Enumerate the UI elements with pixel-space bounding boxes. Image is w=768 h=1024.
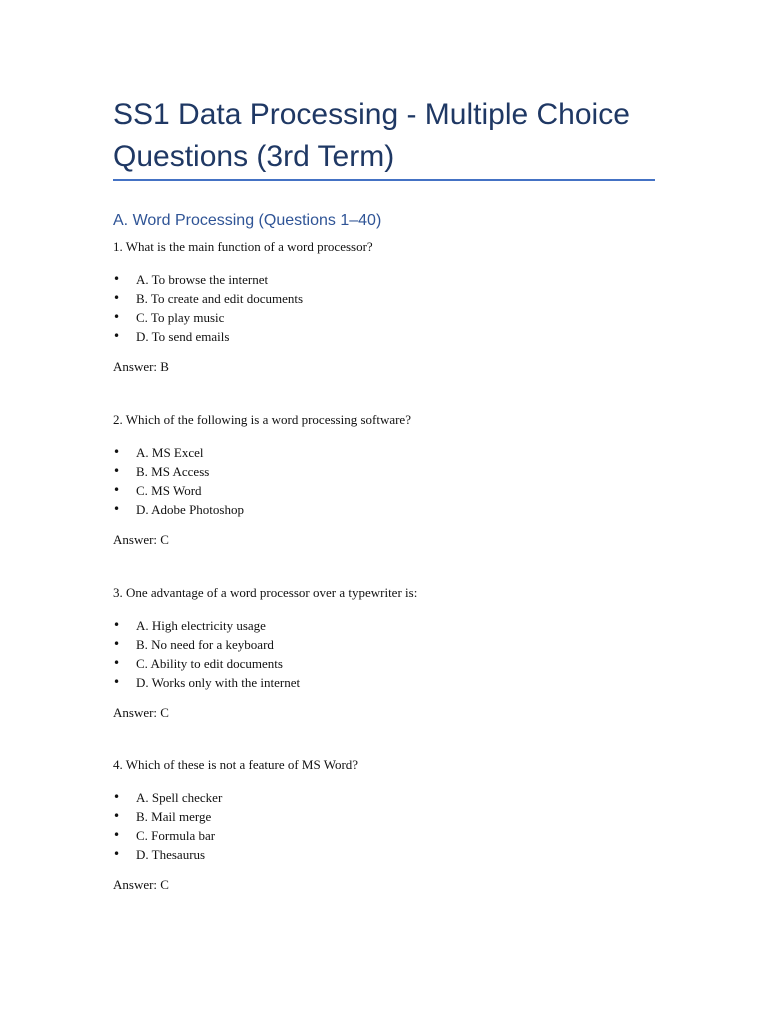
bullet-icon: • [113,329,121,343]
bullet-icon: • [113,445,121,459]
option-item [113,289,303,308]
option-label: A. MS Excel [136,445,204,460]
bullet-icon: • [113,272,121,286]
answer-text: Answer: C [113,877,169,892]
option-item [113,635,300,654]
option-label: D. Adobe Photoshop [136,502,244,517]
option-item [113,654,300,673]
option-item [113,462,244,481]
option-item [113,616,300,635]
bullet-icon: • [113,847,121,861]
bullet-icon: • [113,637,121,651]
option-item [113,826,222,845]
bullet-icon: • [113,828,121,842]
answer-text: Answer: C [113,532,169,547]
option-item [113,270,303,289]
question-text: 1. What is the main function of a word processor? [113,239,373,254]
section-heading: A. Word Processing (Questions 1–40) [113,212,382,229]
option-label: D. To send emails [136,329,230,344]
bullet-icon: • [113,675,121,689]
bullet-icon: • [113,809,121,823]
option-label: A. High electricity usage [136,618,266,633]
bullet-icon: • [113,618,121,632]
option-item [113,788,222,807]
bullet-icon: • [113,310,121,324]
option-item [113,500,244,519]
option-label: D. Thesaurus [136,847,206,862]
bullet-icon: • [113,790,121,804]
document-title: SS1 Data Processing - Multiple Choice Questions (3rd Term) [113,98,630,173]
option-label: B. To create and edit documents [136,291,304,306]
question-text: 4. Which of these is not a feature of MS Word? [113,757,359,772]
question-text: 2. Which of the following is a word processing software? [113,412,411,427]
option-item [113,308,303,327]
answer-text: Answer: B [113,359,169,374]
option-list [113,270,303,346]
option-item [113,807,222,826]
option-label: B. Mail merge [136,809,212,824]
option-label: A. To browse the internet [136,272,269,287]
bullet-icon: • [113,502,121,516]
option-label: B. MS Access [136,464,210,479]
option-item [113,443,244,462]
option-label: A. Spell checker [136,790,223,805]
option-list [113,443,244,519]
option-label: C. To play music [136,310,225,325]
option-label: C. Ability to edit documents [136,656,283,671]
answer-text: Answer: C [113,705,169,720]
bullet-icon: • [113,291,121,305]
option-item [113,481,244,500]
bullet-icon: • [113,656,121,670]
bullet-icon: • [113,464,121,478]
option-item [113,673,300,692]
option-label: C. MS Word [136,483,202,498]
bullet-icon: • [113,483,121,497]
question-text: 3. One advantage of a word processor over a typewriter is: [113,585,418,600]
option-item [113,845,222,864]
option-list [113,616,300,692]
option-label: D. Works only with the internet [136,675,301,690]
option-label: B. No need for a keyboard [136,637,274,652]
option-item [113,327,303,346]
option-label: C. Formula bar [136,828,216,843]
option-list [113,788,222,864]
title-underline-rule [113,179,655,181]
